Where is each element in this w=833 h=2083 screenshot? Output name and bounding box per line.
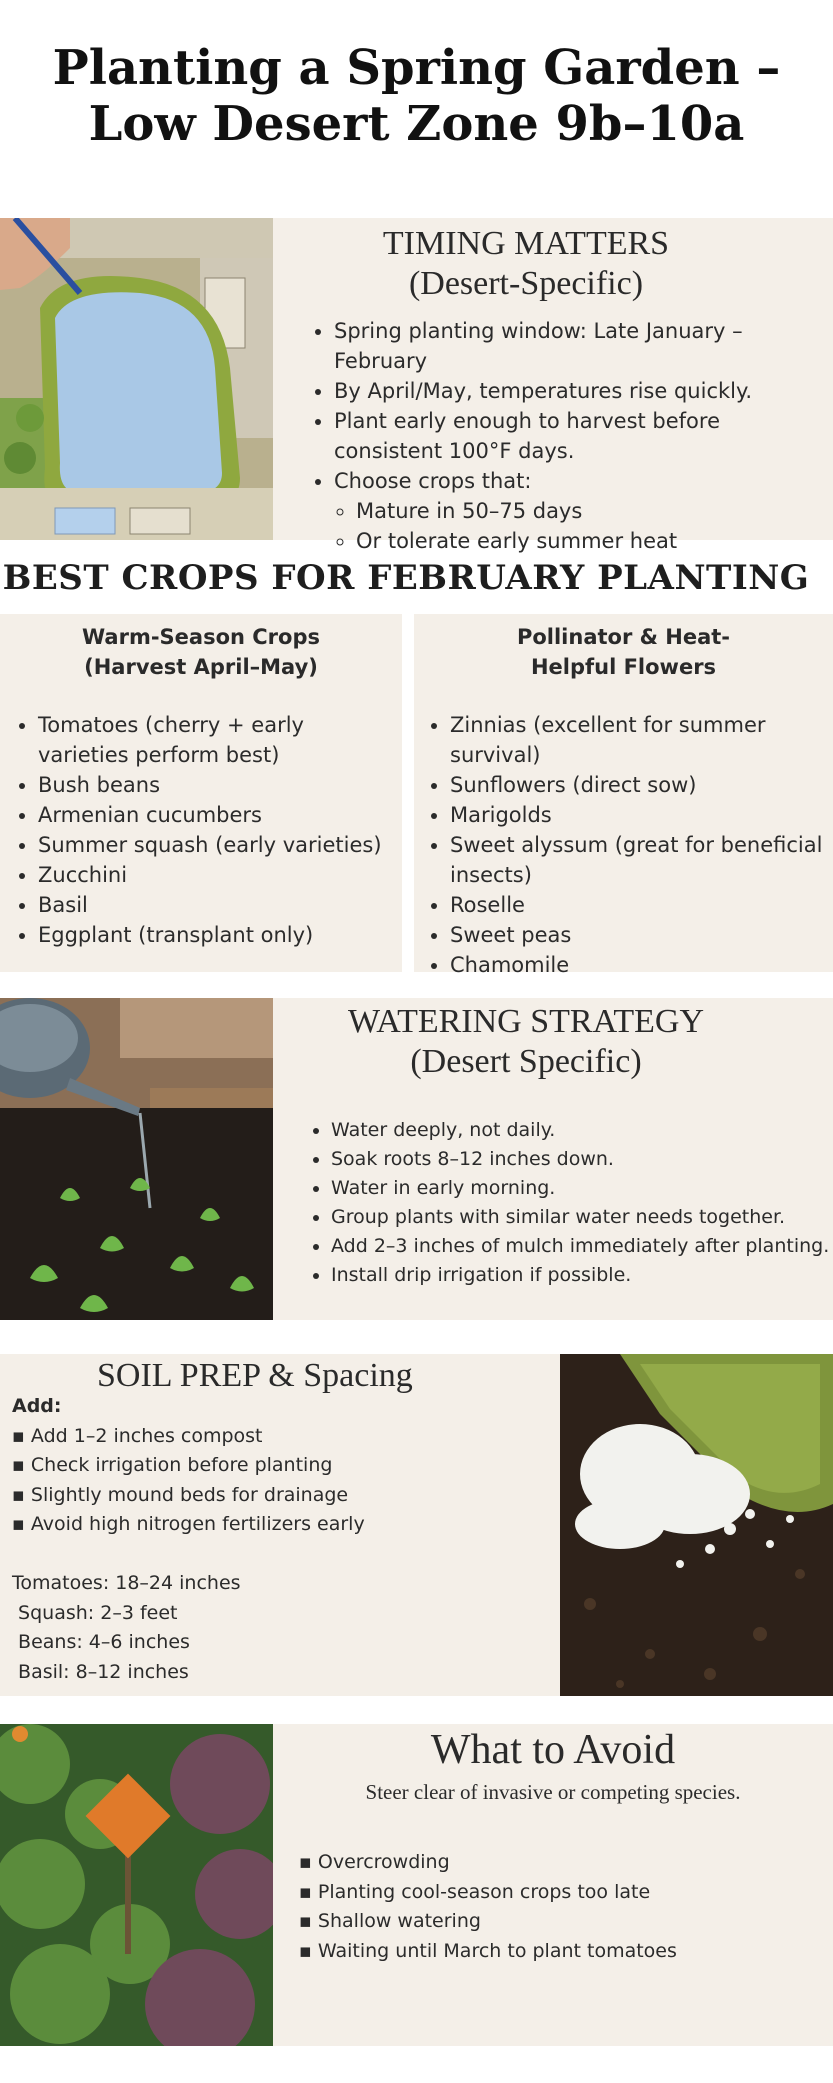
list-item: ▪ Overcrowding	[299, 1851, 450, 1873]
page-title-line-2: Low Desert Zone 9b–10a	[88, 96, 745, 152]
list-item: • Add 2–3 inches of mulch immediately after planting.	[331, 1232, 833, 1261]
list-item: • Plant early enough to harvest before consistent 100°F days.	[334, 406, 833, 466]
timing-heading	[273, 224, 779, 304]
soil-add-item: ▪ Check irrigation before planting	[12, 1454, 333, 1476]
list-item: ▪ Shallow watering	[299, 1910, 481, 1932]
timing-section	[273, 218, 833, 553]
spacing-line: Beans: 4–6 inches	[12, 1631, 190, 1653]
soil-add-label: Add:	[12, 1395, 62, 1417]
page-title-line-1: Planting a Spring Garden –	[52, 40, 781, 96]
list-item: • Water deeply, not daily.	[331, 1116, 833, 1145]
list-item	[334, 466, 833, 556]
soil-add-item: ▪ Add 1–2 inches compost	[12, 1424, 263, 1447]
soil-add-item: ▪ Slightly mound beds for drainage	[12, 1483, 349, 1506]
what-to-avoid-section	[273, 1724, 833, 2046]
list-item: • Zucchini	[38, 860, 398, 890]
timing-sublist	[334, 496, 833, 556]
spacer	[12, 1540, 365, 1570]
best-crops-heading: BEST CROPS FOR FEBRUARY PLANTING	[2, 558, 810, 598]
list-item: • Sweet alyssum (great for beneficial insects)	[450, 830, 833, 890]
what-to-avoid-subtitle: Steer clear of invasive or competing species.	[365, 1780, 741, 1804]
what-to-avoid-list	[299, 1848, 677, 1966]
watering-section	[273, 998, 833, 1320]
list-item: • Zinnias (excellent for summer survival)	[450, 710, 833, 770]
spacing-line: Squash: 2–3 feet	[12, 1601, 178, 1624]
list-item: • Roselle	[450, 890, 833, 920]
watering-heading-line-2: (Desert Specific)	[410, 1043, 642, 1080]
list-item: • Chamomile	[450, 950, 833, 980]
list-item: • Group plants with similar water needs together.	[331, 1203, 833, 1232]
what-to-avoid-heading: What to Avoid	[430, 1727, 676, 1773]
sublist-item: ◦ Or tolerate early summer heat	[356, 526, 833, 556]
warm-season-crops-card	[0, 614, 402, 972]
soil-prep-heading: SOIL PREP & Spacing	[97, 1357, 413, 1394]
watering-list	[311, 1116, 833, 1290]
soil-prep-section	[0, 1354, 560, 1696]
list-item: • Tomatoes (cherry + early varieties perform best)	[38, 710, 398, 770]
list-item: • Spring planting window: Late January – February	[334, 316, 833, 376]
timing-heading-line-2: (Desert-Specific)	[408, 265, 644, 302]
soil-add-item: ▪ Avoid high nitrogen fertilizers early	[12, 1513, 365, 1535]
list-item: • Marigolds	[450, 800, 833, 830]
soil-amendment-scoop-image	[560, 1354, 833, 1696]
pollinator-flowers-card	[414, 614, 833, 977]
list-item: • Armenian cucumbers	[38, 800, 398, 830]
soil-prep-body	[12, 1392, 365, 1687]
warm-title-line-1: Warm-Season Crops	[82, 625, 320, 649]
flowers-title-line-1: Pollinator & Heat-	[516, 625, 731, 649]
watering-heading	[273, 1002, 779, 1082]
pollinator-flowers-list	[430, 710, 833, 980]
invasive-plants-sign-image	[0, 1724, 273, 2046]
list-item: • Install drip irrigation if possible.	[331, 1261, 833, 1290]
list-item: • Sweet peas	[450, 920, 833, 950]
watering-can-seedlings-image	[0, 998, 273, 1320]
garden-plan-drawing-image	[0, 218, 273, 540]
spacing-line: Basil: 8–12 inches	[12, 1660, 189, 1683]
list-item: • Soak roots 8–12 inches down.	[331, 1145, 833, 1174]
list-item: • Basil	[38, 890, 398, 920]
list-item: • Water in early morning.	[331, 1174, 833, 1203]
list-item: • Summer squash (early varieties)	[38, 830, 398, 860]
timing-heading-line-1: TIMING MATTERS	[382, 225, 670, 262]
list-item-text: Choose crops that:	[334, 469, 532, 493]
list-item: • Eggplant (transplant only)	[38, 920, 398, 950]
warm-season-crops-list	[18, 710, 398, 950]
list-item: • Sunflowers (direct sow)	[450, 770, 833, 800]
warm-title-line-2: (Harvest April–May)	[84, 655, 318, 679]
list-item: • Bush beans	[38, 770, 398, 800]
sublist-item: ◦ Mature in 50–75 days	[356, 496, 833, 526]
timing-list	[314, 316, 833, 556]
list-item: ▪ Waiting until March to plant tomatoes	[299, 1939, 677, 1962]
spacing-line: Tomatoes: 18–24 inches	[12, 1572, 241, 1594]
flowers-title-line-2: Helpful Flowers	[530, 655, 717, 679]
list-item: ▪ Planting cool-season crops too late	[299, 1880, 651, 1903]
warm-season-crops-title	[0, 622, 402, 682]
pollinator-flowers-title	[414, 622, 833, 682]
watering-heading-line-1: WATERING STRATEGY	[347, 1003, 705, 1040]
list-item: • By April/May, temperatures rise quickly.	[334, 376, 833, 406]
page-title	[0, 40, 833, 152]
